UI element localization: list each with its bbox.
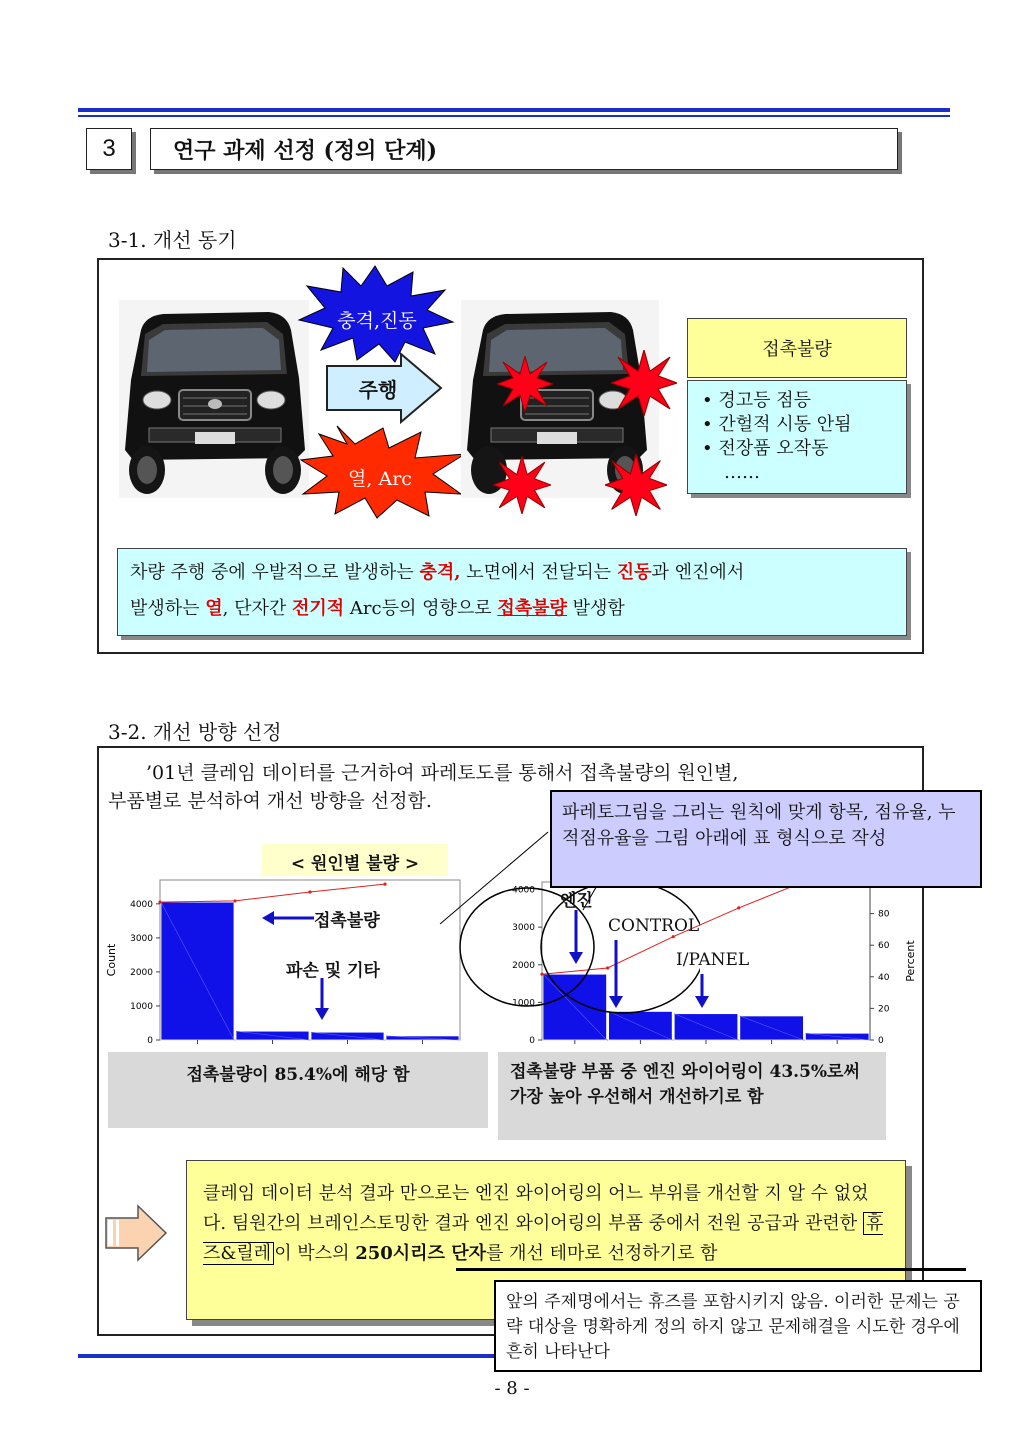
y2-tick-label: 80 [878, 909, 890, 920]
damage-star-4 [605, 454, 667, 516]
caption-part: 접촉불량 부품 중 엔진 와이어링이 43.5%로써 가장 높아 우선해서 개선하기로 함 [498, 1052, 886, 1140]
arrow-damage-other [312, 978, 332, 1022]
y2-tick-label: 20 [878, 1004, 890, 1015]
top-rule-thin [78, 115, 950, 117]
annot-control: CONTROL [608, 916, 700, 936]
symptom-item: • 경고등 점등 [702, 390, 812, 411]
keyword-impact: 충격, [419, 562, 461, 583]
keyword-electrical: 전기적 [292, 598, 345, 619]
caption-cause: 접촉불량이 85.4%에 해당 함 [108, 1052, 488, 1128]
conclusion-arrow [104, 1204, 168, 1262]
damage-star-1 [497, 356, 553, 412]
section-title: 연구 과제 선정 (정의 단계) [173, 137, 437, 164]
arrow-contact-defect [260, 908, 316, 928]
annot-contact-defect: 접촉불량 [314, 911, 380, 931]
symptom-list-box [687, 380, 907, 494]
y-axis-label: Count [105, 943, 118, 977]
arrow-control [606, 940, 626, 1010]
chart1-title: < 원인별 불량 > [290, 853, 420, 874]
y-tick-label: 0 [147, 1036, 153, 1046]
suv-image-left [119, 300, 309, 498]
intro-line-1: ’01년 클레임 데이터를 근거하여 파레토도를 통해서 접촉불량의 원인별, [146, 762, 739, 784]
arrow-ipanel [692, 974, 712, 1010]
summary-line-1: 차량 주행 중에 우발적으로 발생하는 충격, 노면에서 전달되는 진동과 엔진에서 [130, 562, 745, 583]
section-3-2-heading: 3-2. 개선 방향 선정 [108, 720, 282, 744]
cumulative-point [308, 890, 311, 893]
annot-ipanel: I/PANEL [676, 950, 750, 970]
annot-engine: 엔진 [560, 891, 593, 911]
underline-marker [456, 1268, 966, 1271]
impact-vibration-label: 충격,진동 [337, 310, 417, 332]
heat-arc-label: 열, Arc [348, 468, 412, 490]
pareto-rule-note: 파레토그림을 그리는 원칙에 맞게 항목, 점유율, 누적점유율을 그림 아래에 표 형식으로 작성 [550, 790, 982, 888]
section-number-box [86, 128, 132, 170]
y-tick-label: 0 [529, 1036, 535, 1046]
bottom-rule [78, 1354, 494, 1358]
y-tick-label: 1000 [512, 998, 535, 1009]
symptom-item: • 전장품 오작동 [702, 438, 829, 459]
section-title-box [150, 128, 898, 170]
cumulative-point [737, 906, 740, 909]
terminal-250-series: 250시리즈 단자 [355, 1243, 486, 1264]
y-tick-label: 3000 [130, 933, 153, 944]
section-number: 3 [102, 135, 116, 162]
page-number: - 8 - [494, 1378, 530, 1399]
driving-label: 주행 [358, 378, 398, 402]
y-tick-label: 3000 [512, 923, 535, 934]
y-tick-label: 4000 [130, 899, 153, 910]
conclusion-box: 클레임 데이터 분석 결과 만으로는 엔진 와이어링의 어느 부위를 개선할 지 알 수 없었다. 팀원간의 브레인스토밍한 결과 엔진 와이어링의 부품 중에서 전원 공급과 관련한 휴즈&릴레 이 박스의 250시리즈 단자를 개선 테마로 선정하기로 함 [186, 1160, 906, 1320]
motivation-frame [97, 258, 924, 654]
cumulative-point [158, 901, 161, 904]
cumulative-point [383, 883, 386, 886]
defect-title-box [687, 318, 907, 378]
defect-title: 접촉불량 [762, 339, 832, 360]
y-tick-label: 1000 [130, 1001, 153, 1012]
y2-tick-label: 60 [878, 941, 890, 952]
y-tick-label: 4000 [512, 885, 535, 896]
top-rule-thick [78, 108, 950, 112]
cumulative-point [233, 899, 236, 902]
y2-tick-label: 40 [878, 972, 890, 983]
keyword-vibration: 진동 [616, 562, 652, 583]
keyword-heat: 열 [205, 598, 223, 619]
summary-line-2: 발생하는 열, 단자간 전기적 Arc등의 영향으로 접촉불량 발생함 [130, 598, 625, 619]
keyword-contact-defect: 접촉불량 [497, 598, 567, 619]
y-tick-label: 2000 [512, 960, 535, 971]
scope-warning-note: 앞의 주제명에서는 휴즈를 포함시키지 않음. 이러한 문제는 공략 대상을 명확하게 정의 하지 않고 문제해결을 시도한 경우에 흔히 나타난다 [494, 1280, 982, 1372]
arrow-engine [566, 910, 586, 966]
fuse-relay-highlight: 휴즈&릴레 [203, 1213, 884, 1264]
y2-axis-label: Percent [904, 940, 917, 982]
y-tick-label: 2000 [130, 967, 153, 978]
symptom-item: …… [724, 462, 760, 483]
damage-star-3 [493, 456, 551, 514]
motivation-summary [117, 548, 907, 636]
section-3-1-heading: 3-1. 개선 동기 [108, 228, 237, 252]
annot-damage-other: 파손 및 기타 [286, 961, 380, 981]
damage-star-2 [611, 350, 677, 416]
y2-tick-label: 0 [878, 1036, 884, 1046]
symptom-item: • 간헐적 시동 안됨 [702, 414, 852, 435]
intro-line-2: 부품별로 분석하여 개선 방향을 선정함. [108, 790, 432, 812]
